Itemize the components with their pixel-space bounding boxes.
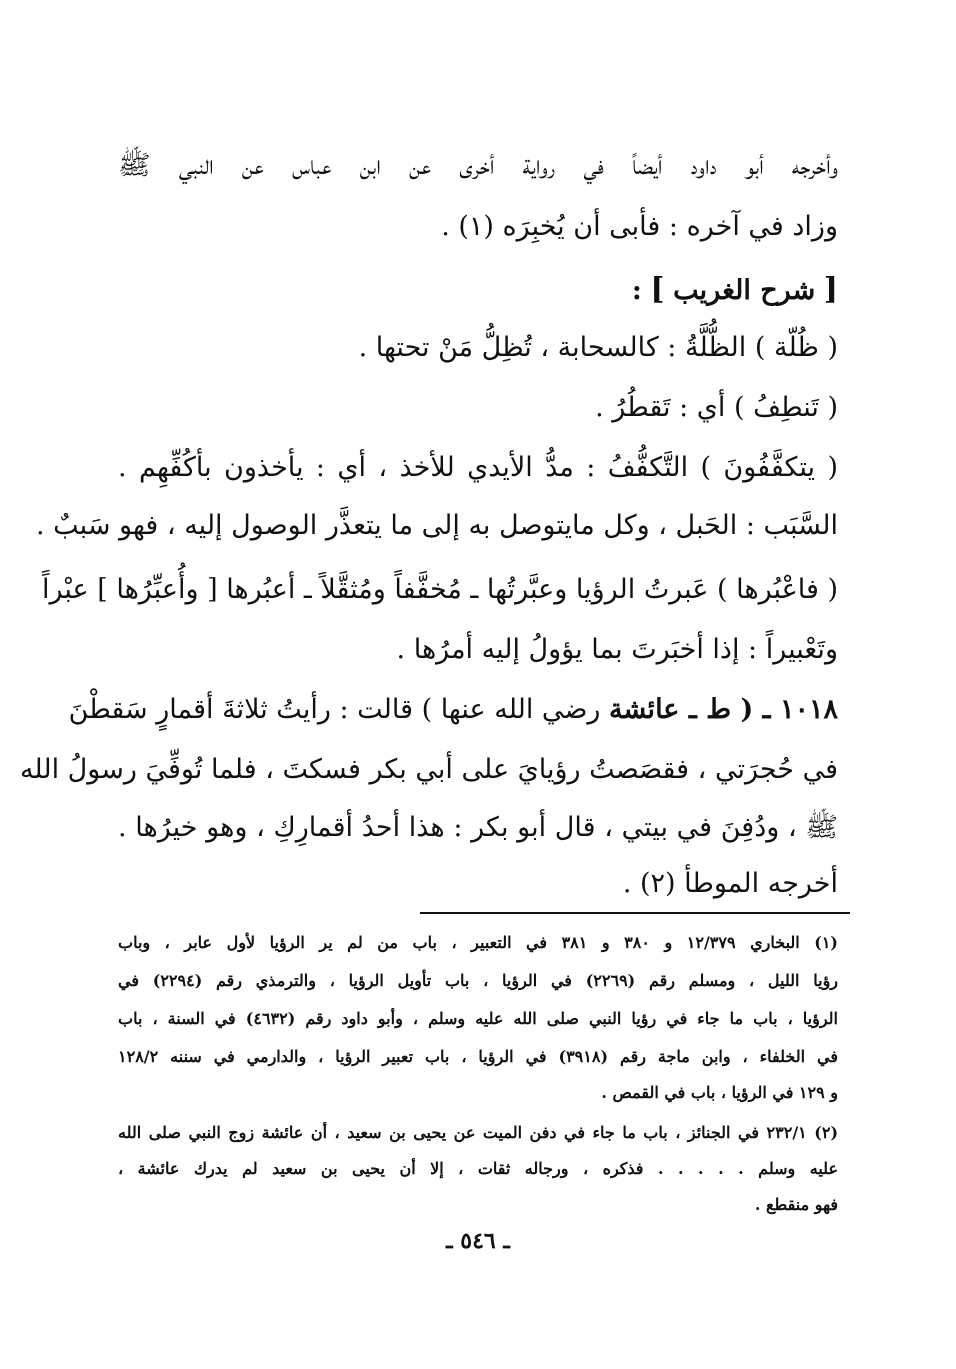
body-line-1: وأخرجه أبو داود أيضاً في رواية أخرى عن ابن عباس عن النبي ﷺ	[118, 150, 838, 181]
footnote-2-line-2: عليه وسلم . . . . . فذكره ، ورجاله ثقات ، إلا أن يحيى بن سعيد لم يدرك عائشة ،	[118, 1159, 838, 1178]
section-heading	[632, 270, 838, 311]
heading-title: شرح الغريب	[673, 275, 816, 306]
gloss-line-6: وتَعْبيراً : إذا أخبَرتَ بما يؤولُ إليه أمرُها .	[396, 634, 838, 665]
hadith-line-4: أخرجه الموطأ (٢) .	[622, 868, 838, 899]
footnote-1-line-4: في الخلفاء ، وابن ماجة رقم (٣٩١٨) في الرؤيا ، باب تعبير الرؤيا ، والدارمي في سننه ١٢٨/٢	[118, 1047, 838, 1066]
hadith-number: ١٠١٨ ـ ( ط ـ عائشة	[609, 694, 838, 725]
page-number: ـ ٥٤٦ ـ	[446, 1228, 510, 1254]
footnote-2-line-1: (٢) ٢٣٢/١ في الجنائز ، باب ما جاء في دفن الميت عن يحيى بن سعيد ، أن عائشة زوج النبي صلى الله	[118, 1123, 839, 1142]
heading-bracket-open: [	[823, 272, 838, 307]
gloss-line-1: ( ظُلّة ) الظُّلَّةُ : كالسحابة ، تُظِلُّ مَنْ تحتها .	[358, 332, 838, 363]
footnote-2-line-3: فهو منقطع .	[754, 1195, 838, 1214]
gloss-line-2: ( تَنطِفُ ) أي : تَقطُرُ .	[595, 392, 838, 423]
heading-colon: :	[631, 275, 642, 306]
body-line-2: وزاد في آخره : فأبى أن يُخبِرَه (١) .	[441, 211, 838, 242]
hadith-line-2: في حُجرَتي ، فقصَصتُ رؤيايَ على أبي بكر فسكتَ ، فلما تُوفِّيَ رسولُ الله	[19, 754, 838, 785]
hadith-line-1-text: رضي الله عنها ) قالت : رأيتُ ثلاثةَ أقمارٍ سَقطْنَ	[68, 694, 601, 725]
heading-bracket-close: ]	[650, 272, 665, 307]
hadith-line-3: ﷺ ، ودُفِنَ في بيتي ، قال أبو بكر : هذا أحدُ أقمارِكِ ، وهو خيرُها .	[118, 812, 838, 843]
footnote-1-line-1: (١) البخاري ١٢/٣٧٩ و ٣٨٠ و ٣٨١ في التعبير ، باب من لم ير الرؤيا لأول عابر ، وباب	[118, 933, 838, 952]
footnote-divider	[420, 912, 850, 914]
footnote-1-line-2: رؤيا الليل ، ومسلم رقم (٢٢٦٩) في الرؤيا ، باب تأويل الرؤيا ، والترمذي رقم (٢٢٩٤) في	[118, 971, 839, 990]
gloss-line-5: ( فاعْبُرها ) عَبرتُ الرؤيا وعبَّرتُها ـ مُخفَّفاً ومُثقَّلاً ـ أعبُرها [ وأُعبِّرُها ] عبْراً	[41, 574, 838, 605]
footnote-1-line-5: و ١٢٩ في الرؤيا ، باب في القمص .	[601, 1083, 838, 1102]
gloss-line-4: السَّبَب : الحَبل ، وكل مايتوصل به إلى ما يتعذَّر الوصول إليه ، فهو سَببٌ .	[36, 510, 838, 541]
gloss-line-3: ( يتكفَّفُونَ ) التَّكفُّفُ : مدُّ الأيدي للأخذ ، أي : يأخذون بأكُفِّهِم .	[118, 452, 838, 483]
hadith-line-1	[68, 690, 838, 730]
footnote-1-line-3: الرؤيا ، باب ما جاء في رؤيا النبي صلى الله عليه وسلم ، وأبو داود رقم (٤٦٣٢) في السنة ، باب	[118, 1009, 839, 1028]
